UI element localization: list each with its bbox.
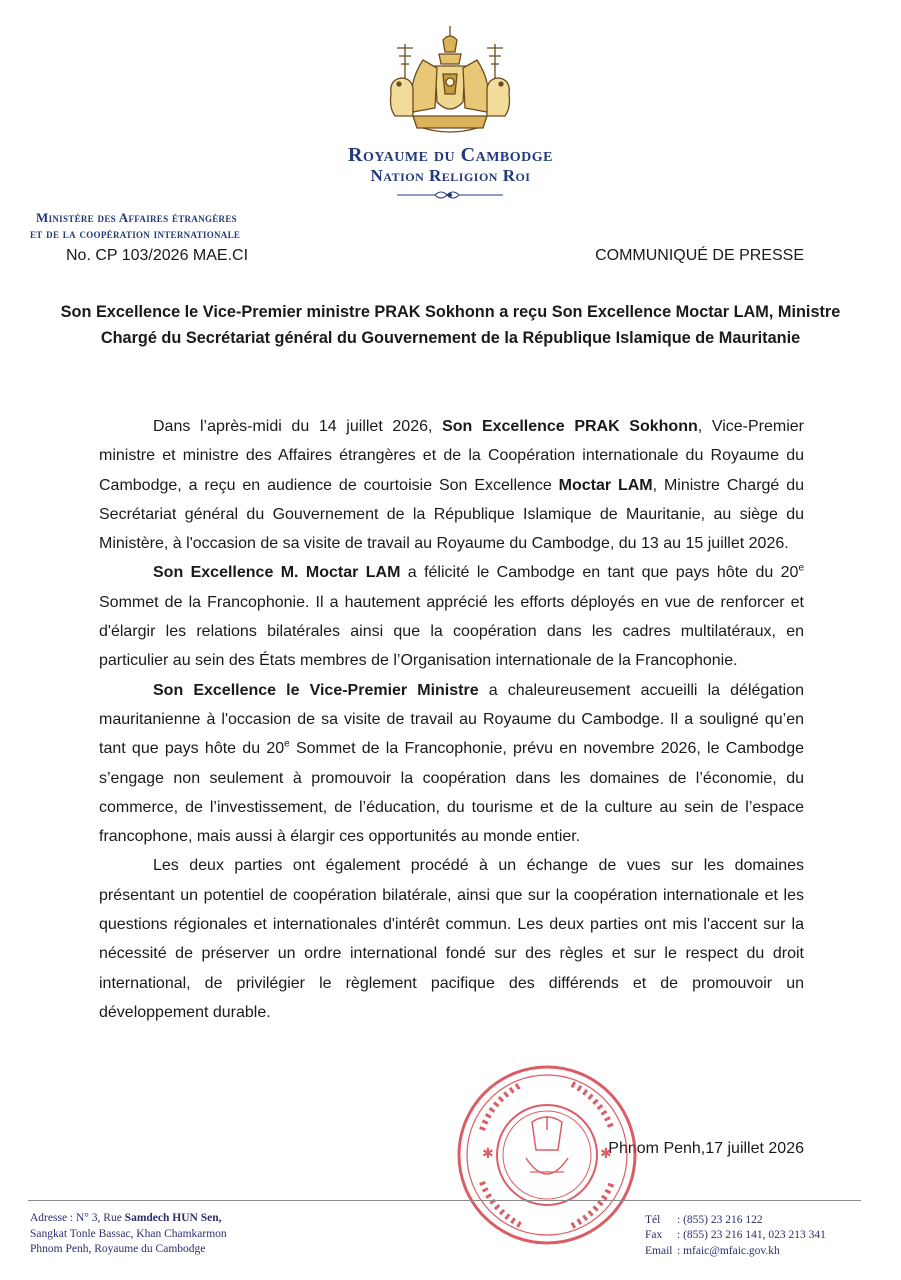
paragraph-2-text-c: Sommet de la Francophonie. Il a hautement apprécié les efforts déployés en vue de renforcer et d'élargir les relations bilatérales ainsi que la coopération dans les cadres multilatéraux, en particulier au sein des États membres de l’Organisation internationale de la Francophonie. (99, 593, 804, 670)
paragraph-4: Les deux parties ont également procédé à un échange de vues sur les domaines présentant un potentiel de coopération bilatérale, ainsi que sur la coopération internationale et les questions régionales et internationales d'intérêt commun. Les deux parties ont mis l'accent sur la nécessité de préserver un ordre international fondé sur des règles et sur le respect du droit international, de privilégier le règlement pacifique des différends et de promouvoir un développement durable. (99, 857, 804, 1021)
ministry-name-line1: Ministère des Affaires étrangères (36, 210, 237, 225)
paragraph-2 (99, 558, 804, 675)
paragraph-1 (99, 412, 804, 558)
paragraph-3 (99, 676, 804, 852)
fax-value: : (855) 23 216 141, 023 213 341 (677, 1229, 826, 1241)
email-value[interactable]: : mfaic@mfaic.gov.kh (677, 1245, 780, 1257)
document-type: COMMUNIQUÉ DE PRESSE (595, 247, 804, 264)
paragraph-3-ordinal: e (284, 738, 290, 750)
reference-number: No. CP 103/2026 MAE.CI (66, 247, 249, 264)
telephone-label: Tél (645, 1214, 661, 1226)
paragraph-2-bold-subject: Son Excellence M. Moctar LAM (153, 564, 401, 582)
footer-address-line1 (30, 1212, 221, 1224)
place-and-date: Phnom Penh,17 juillet 2026 (608, 1140, 804, 1157)
footer-address-street: Samdech HUN Sen, (124, 1212, 222, 1224)
fax-label: Fax (645, 1229, 663, 1241)
paragraph-2-ordinal: e (798, 563, 804, 575)
press-release-headline: Son Excellence le Vice-Premier ministre PRAK Sokhonn a reçu Son Excellence Moctar LAM, Ministre Chargé du Secrétariat général du Gouvernement de la République Islamique de Mauritanie (60, 303, 841, 347)
footer-email (645, 1245, 780, 1257)
royal-coat-of-arms-icon (383, 24, 517, 136)
svg-text:✱: ✱ (482, 1146, 494, 1162)
footer-divider (28, 1200, 861, 1201)
paragraph-1-text-e: , Ministre Chargé du Secrétariat général du Gouvernement de la République Islamique de Mauritanie, au siège du Ministère, à l'occasion de sa visite de travail au Royaume du Cambodge, du 13 au 15 juillet 2026. (99, 476, 805, 553)
kingdom-name: Royaume du Cambodge (348, 144, 553, 166)
official-seal-stamp-icon (452, 1060, 642, 1250)
footer-address-line2: Sangkat Tonle Bassac, Khan Chamkarmon (30, 1228, 227, 1240)
paragraph-1-text-a: Dans l’après-midi du 14 juillet 2026, (153, 418, 443, 435)
press-release-body (99, 412, 804, 1027)
ornament-divider-icon (395, 188, 505, 202)
svg-text:✱: ✱ (600, 1146, 612, 1162)
footer-address-line3: Phnom Penh, Royaume du Cambodge (30, 1243, 206, 1255)
paragraph-3-bold-subject: Son Excellence le Vice-Premier Ministre (153, 681, 479, 699)
paragraph-1-bold-guest: Moctar LAM (558, 476, 653, 494)
paragraph-3-text-b: a chaleureusement accueilli la délégation mauritanienne à l'occasion de sa visite de travail au Royaume du Cambodge. Il a souligné qu’en tant que pays hôte du 20 (99, 681, 804, 758)
email-label: Email (645, 1245, 673, 1257)
footer-fax (645, 1229, 826, 1241)
national-motto: Nation Religion Roi (370, 166, 531, 185)
paragraph-1-text-c: , Vice-Premier ministre et ministre des Affaires étrangères et de la Coopération internationale du Royaume du Cambodge, a reçu en audience de courtoisie Son Excellence (99, 418, 804, 494)
paragraph-2-text-b: a félicité le Cambodge en tant que pays hôte du 20 (400, 564, 799, 582)
footer-address-prefix: Adresse : N° 3, Rue (30, 1212, 125, 1224)
ministry-name-line2: et de la coopération internationale (30, 226, 241, 241)
paragraph-3-text-c: Sommet de la Francophonie, prévu en novembre 2026, le Cambodge s’engage non seulement à promouvoir la coopération dans les domaines de l’économie, du commerce, de l’investissement, de l’éducation, du tourisme et de la culture au sein de l’espace francophone, mais aussi à élargir ces opportunités au monde entier. (99, 740, 805, 846)
telephone-value: : (855) 23 216 122 (677, 1214, 763, 1226)
paragraph-1-bold-name: Son Excellence PRAK Sokhonn (442, 418, 698, 435)
footer-telephone (645, 1214, 763, 1226)
